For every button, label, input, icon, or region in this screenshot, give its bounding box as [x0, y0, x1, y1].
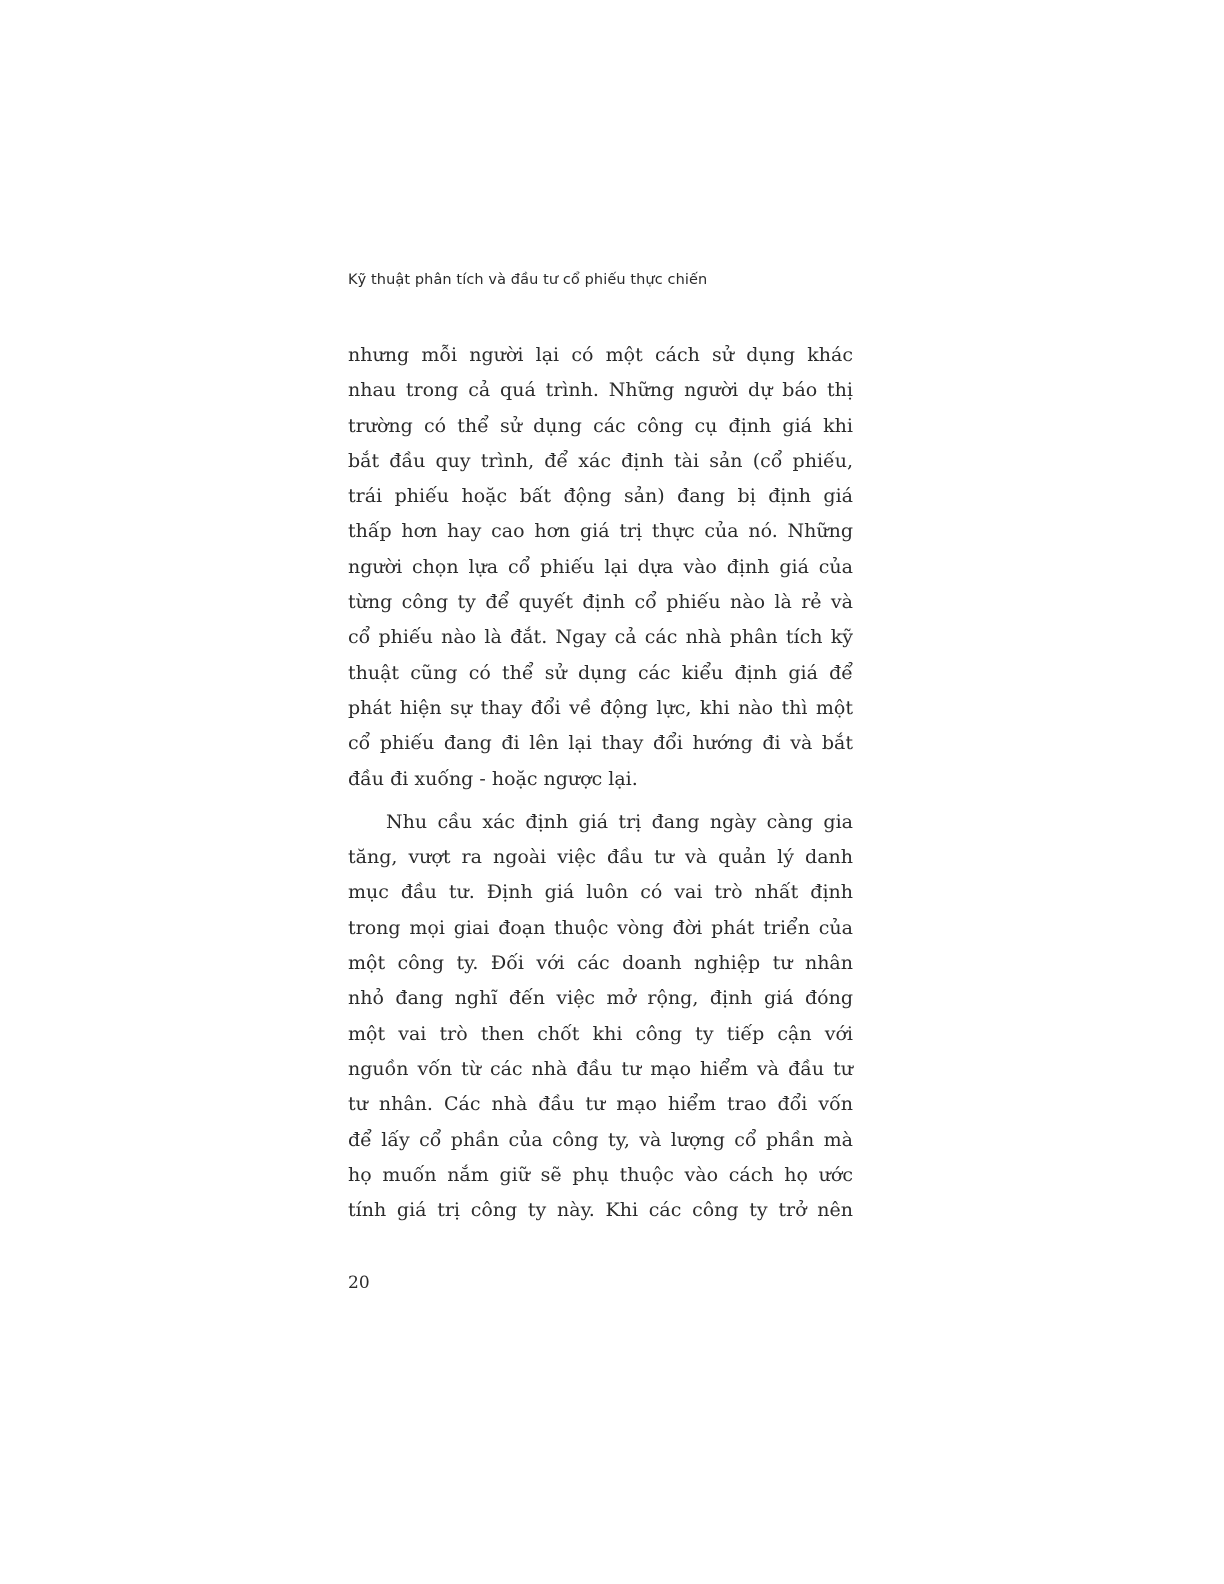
text-line: người chọn lựa cổ phiếu lại dựa vào định giá của: [348, 555, 853, 578]
text-line: nguồn vốn từ các nhà đầu tư mạo hiểm và đầu tư: [348, 1057, 853, 1080]
running-header: Kỹ thuật phân tích và đầu tư cổ phiếu thực chiến: [348, 272, 708, 288]
text-line: một vai trò then chốt khi công ty tiếp cận với: [348, 1022, 853, 1045]
page-number: 20: [348, 1273, 370, 1293]
text-line: đầu đi xuống - hoặc ngược lại.: [348, 767, 638, 790]
body-text: [348, 338, 853, 1228]
text-line: nhỏ đang nghĩ đến việc mở rộng, định giá đóng: [348, 987, 853, 1010]
text-line: để lấy cổ phần của công ty, và lượng cổ phần mà: [348, 1128, 853, 1151]
text-line: phát hiện sự thay đổi về động lực, khi nào thì một: [348, 696, 853, 719]
text-line: họ muốn nắm giữ sẽ phụ thuộc vào cách họ ước: [348, 1163, 853, 1186]
text-line: trái phiếu hoặc bất động sản) đang bị định giá: [348, 485, 853, 508]
text-line: trong mọi giai đoạn thuộc vòng đời phát triển của: [348, 916, 853, 939]
text-line: tư nhân. Các nhà đầu tư mạo hiểm trao đổi vốn: [348, 1093, 853, 1116]
text-line: nhau trong cả quá trình. Những người dự báo thị: [348, 379, 853, 402]
text-line: tăng, vượt ra ngoài việc đầu tư và quản lý danh: [348, 846, 853, 869]
text-line: mục đầu tư. Định giá luôn có vai trò nhất định: [348, 881, 853, 904]
paragraph: [348, 338, 853, 797]
text-line: nhưng mỗi người lại có một cách sử dụng khác: [348, 344, 853, 366]
text-line: cổ phiếu đang đi lên lại thay đổi hướng đi và bắt: [348, 732, 853, 755]
text-line: trường có thể sử dụng các công cụ định giá khi: [348, 414, 853, 437]
paragraph: [348, 805, 853, 1229]
text-line: từng công ty để quyết định cổ phiếu nào là rẻ và: [348, 591, 853, 614]
text-line: Nhu cầu xác định giá trị đang ngày càng gia: [386, 810, 853, 833]
text-line: thuật cũng có thể sử dụng các kiểu định giá để: [348, 661, 853, 684]
text-line: tính giá trị công ty này. Khi các công ty trở nên: [348, 1199, 853, 1222]
text-line: bắt đầu quy trình, để xác định tài sản (cổ phiếu,: [348, 449, 853, 472]
text-line: thấp hơn hay cao hơn giá trị thực của nó. Những: [348, 520, 853, 543]
text-line: cổ phiếu nào là đắt. Ngay cả các nhà phân tích kỹ: [348, 626, 853, 649]
text-line: một công ty. Đối với các doanh nghiệp tư nhân: [348, 952, 853, 975]
